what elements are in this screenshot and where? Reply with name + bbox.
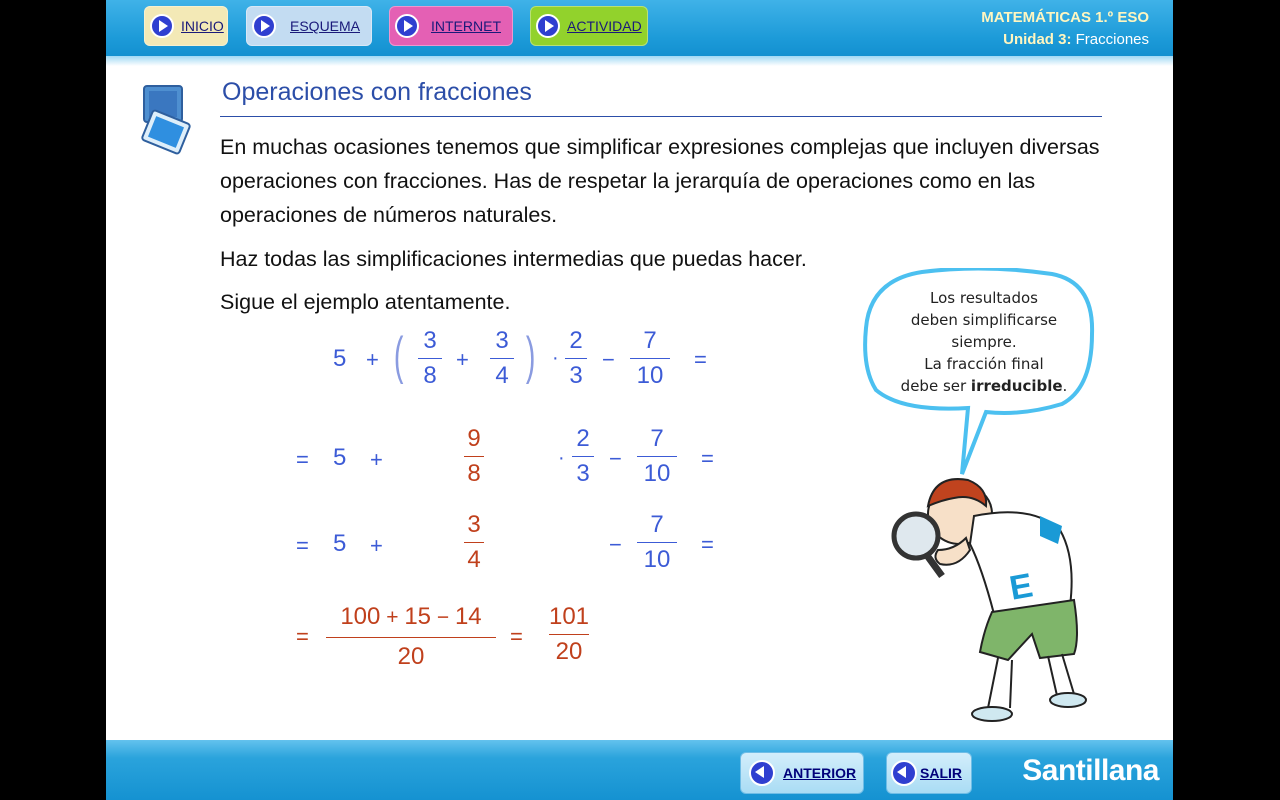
anterior-button[interactable] (740, 752, 864, 794)
math-operator: = (510, 624, 523, 649)
inicio-label: INICIO (181, 18, 224, 34)
combined-numerator: 100 + 15 − 14 (340, 603, 482, 630)
bubble-line: Los resultados (930, 289, 1038, 307)
open-parenthesis: ( (393, 327, 404, 385)
result-fraction: 101 20 (548, 603, 590, 665)
bubble-line: deben simplificarse (910, 311, 1058, 329)
internet-label: INTERNET (431, 18, 501, 34)
course-unit (981, 29, 1149, 51)
fraction: 2 3 (553, 426, 613, 487)
salir-button[interactable] (886, 752, 972, 794)
math-term: 5 (333, 444, 347, 471)
svg-text:E: E (1006, 566, 1036, 608)
fraction: 3 4 (472, 328, 532, 389)
anterior-label: ANTERIOR (783, 765, 857, 781)
course-subject: MATEMÁTICAS 1.º ESO (981, 9, 1149, 26)
back-arrow-icon (891, 760, 917, 786)
math-operator: = (296, 533, 309, 558)
fraction: 7 10 (627, 512, 687, 573)
course-info (981, 7, 1149, 51)
fraction: 3 8 (400, 328, 460, 389)
math-operator: − (602, 347, 615, 372)
math-operator: · (552, 347, 559, 369)
bubble-line: La fracción final (924, 355, 1044, 373)
fraction: 7 10 (627, 426, 687, 487)
math-operator: + (456, 347, 469, 372)
esquema-label: ESQUEMA (290, 18, 361, 34)
math-operator: + (370, 533, 383, 558)
math-example (106, 0, 846, 740)
simplify-paragraph: Haz todas las simplificaciones intermedias que puedas hacer. (220, 247, 807, 271)
app-window (106, 0, 1173, 800)
math-operator: − (609, 532, 622, 557)
math-term: 5 (333, 530, 347, 557)
math-operator: = (701, 446, 714, 471)
math-operator: − (609, 446, 622, 471)
fraction: 9 8 (444, 426, 504, 487)
actividad-label: ACTIVIDAD (567, 18, 642, 34)
math-operator: · (558, 447, 565, 469)
page-title: Operaciones con fracciones (222, 78, 532, 106)
example-paragraph: Sigue el ejemplo atentamente. (220, 290, 511, 314)
unit-label: Unidad 3: (1003, 31, 1072, 48)
math-operator: = (296, 447, 309, 472)
math-term: 5 (333, 345, 347, 372)
fraction: 2 3 (546, 328, 606, 389)
bubble-line: debe ser irreducible. (900, 377, 1068, 395)
bottom-bar (106, 740, 1173, 800)
unit-name: Fracciones (1075, 31, 1149, 48)
close-parenthesis: ) (525, 327, 536, 385)
speech-bubble (868, 287, 1100, 397)
back-arrow-icon (749, 760, 775, 786)
math-operator: = (701, 532, 714, 557)
math-operator: = (694, 347, 707, 372)
fraction: 7 10 (620, 328, 680, 389)
irreducible-emphasis: irreducible (970, 377, 1063, 395)
combined-fraction (326, 604, 496, 670)
bubble-line: siempre. (951, 333, 1017, 351)
santillana-logo: Santillana (1022, 754, 1159, 787)
salir-label: SALIR (920, 765, 962, 781)
math-operator: + (370, 447, 383, 472)
math-operator: = (296, 624, 309, 649)
math-operator: + (366, 347, 379, 372)
combined-denominator: 20 (397, 643, 425, 670)
fraction: 3 4 (444, 512, 504, 573)
intro-paragraph: En muchas ocasiones tenemos que simplificar expresiones complejas que incluyen diversas operaciones con fracciones. Has de respetar la jerarquía de operaciones como en las operaciones de números naturales. (220, 135, 1100, 227)
